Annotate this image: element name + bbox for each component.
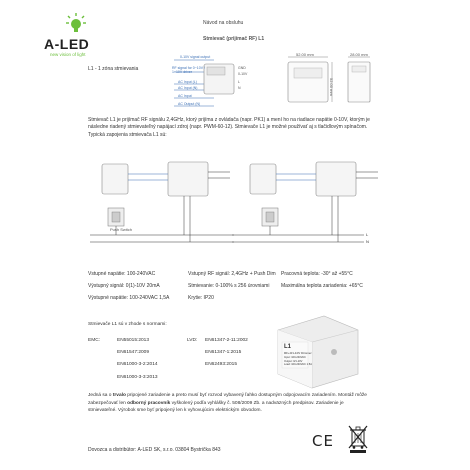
emc-standard: EN61000-3-2:2014 [117,362,158,367]
model-label: L1 - 1 zóna stmievania [88,66,139,72]
dimension-drawing [282,52,392,110]
push-switch-label: Push Switch [110,227,133,232]
line-label-n: N [366,239,369,244]
spec-input-voltage: Vstupné napätie: 100-240VAC [88,271,156,277]
emc-standard: EN55015:2013 [117,338,150,343]
weee-bin-icon [347,424,369,454]
wiring-right-svg [232,150,382,250]
emc-standard: EN61000-3-3:2013 [117,375,158,380]
document-subtitle: Stmievač (prijímač RF) L1 [203,36,265,42]
wire-label: RF signal for 0~10V / 1~10V driver [172,66,205,74]
lvd-standard: EN62493:2015 [205,362,238,367]
product-photo [272,312,362,390]
spec-working-temp: Pracovná teplota: -30° až +55°C [281,271,353,277]
terminal-label: N [238,86,241,90]
wire-label: AC Input [178,94,192,98]
warning-text: vyškolený podľa vyhlášky č. 508/2009 Zb. a nadväzných predpisov. Zariadenie je stmievateľné. Výrobok sme byť pripojený len k vyhovujúcim elektrickým obvodom. [88,400,344,413]
wiring-diagram-right [232,150,382,250]
line-label-l: L [366,232,369,237]
dimension-depth: 28.00 mm [350,52,368,57]
emc-standard: EN61547:2009 [117,350,150,355]
warning-text: pripojené zariadenie a preto musí byť rozvod vybavený ľahko dostupným odpojovacím zariadením. Montáž môže zabezpečovať len [88,393,367,406]
terminal-label: L [238,80,240,84]
lightbulb-icon [65,12,87,34]
wiring-left-svg [84,150,234,250]
logo [38,12,120,60]
terminal-label: GND [238,66,246,70]
spec-dimming: Stmievanie: 0-100% s 256 úrovniami [188,283,270,289]
product-sub-text: RF+0/1-10V Dimmer [284,351,312,355]
dimension-width: 52.00 mm [296,52,314,57]
logo-tagline: new vision of light [50,52,86,57]
wire-label: 0-10V signal output [180,55,211,59]
top-wiring-diagram [166,52,266,110]
lvd-standard: EN61347-1:2015 [205,350,242,355]
wire-label: AC Output (N) [178,102,201,106]
standards-intro: Stmievače L1 sú v zhode s normami: [88,322,167,327]
dimension-svg [282,52,392,110]
warning-text: Jedná sa o [88,393,113,398]
spec-protection: Krytie: IP20 [188,295,214,301]
wire-label: AC Input (N) [178,86,198,90]
product-spec-line: Load: 100-240VAC 1.5A [284,363,312,366]
spec-output-voltage: Výstupné napätie: 100-240VAC 1,5A [88,295,170,301]
emc-label: EMC: [88,338,100,343]
spec-max-temp: Maximálna teplota zariadenia: +65°C [281,283,363,289]
dimension-height: 52.00 mm [329,78,334,96]
warning-highlight: odborný pracovník [127,400,171,406]
product-spec-line: Input: 100-240VAC [284,356,306,359]
spec-rf-signal: Vstupný RF signál: 2,4GHz + Push Dim [188,271,276,277]
warning-highlight: trvalo [112,393,126,398]
product-model-text: L1 [284,344,292,350]
product-spec-line: Output: 0/1-10V [284,359,303,363]
logo-name: A-LED [44,36,90,52]
spec-output-signal: Výstupný signál: 0(1)-10V 20mA [88,283,160,289]
ce-mark: CE [312,432,334,450]
document-title: Návod na obsluhu [203,20,244,26]
distributor-info: Dovozca a distribútor: A-LED SK, s.r.o. 03804 Bystrička 843 [88,447,221,453]
lvd-standard: EN61347-2-11:2002 [205,338,248,343]
description-paragraph: Stmievač L1 je prijímač RF signálu 2,4GHz, ktorý prijíma z ovládača (napr. PK1) a mení ho na riadiace napätie 0-10V, ktorým je následne riadený stmievateľný napájací zdroj (napr. PWM-60-12). Stmievače L1 je možné používať aj s tlačidlovým spínačom. Typická zapojenia stmievača L1 sú: [88,117,370,138]
wiring-diagram-left [84,150,234,250]
lvd-label: LVD: [187,338,198,343]
warning-paragraph [88,392,370,415]
terminal-label: 0-10V [238,72,248,76]
wire-label: AC Input (L) [178,80,197,84]
